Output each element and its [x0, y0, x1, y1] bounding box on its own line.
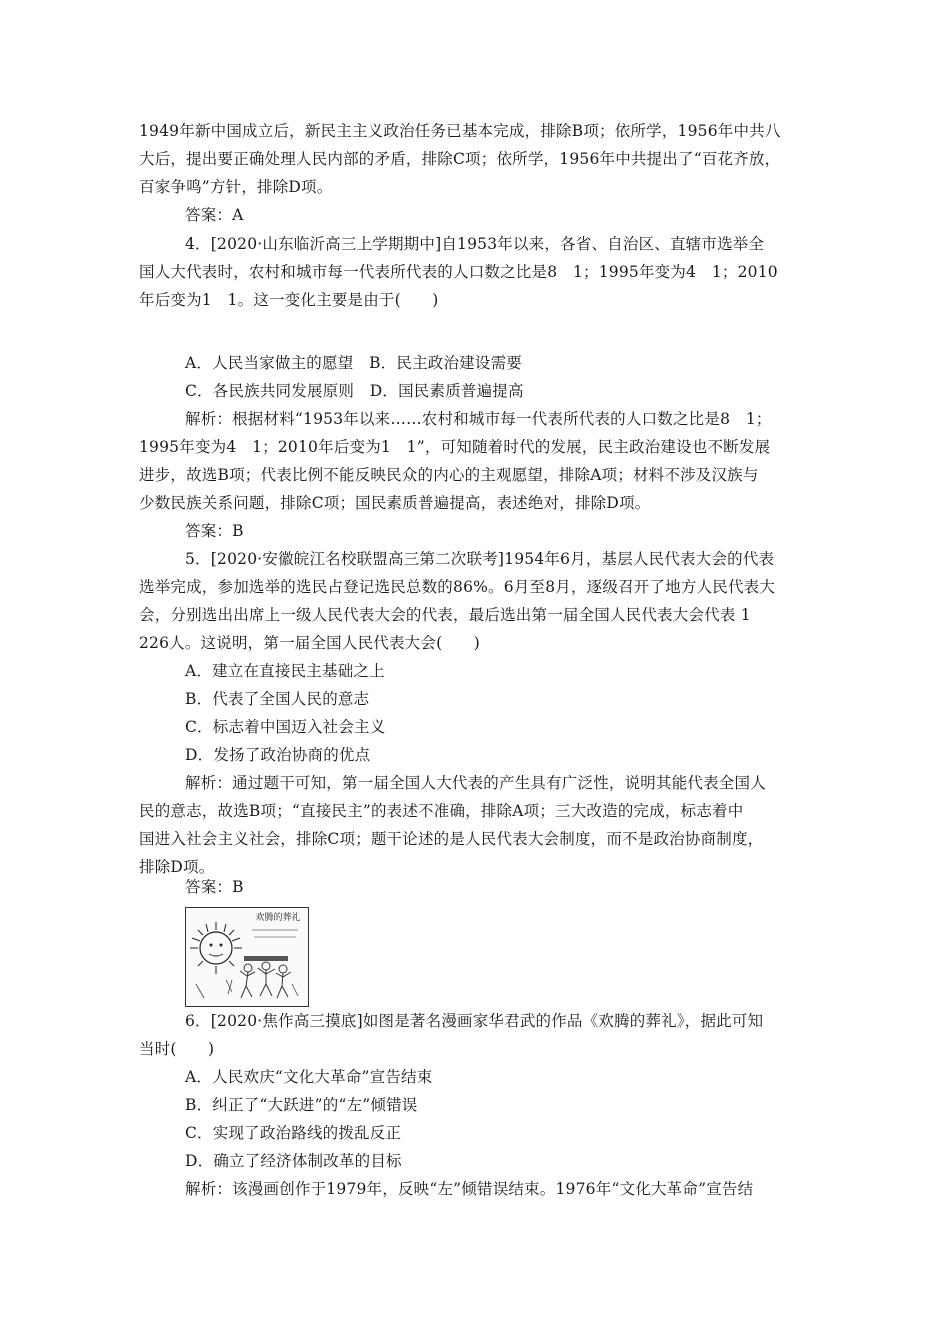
text-line: 大后，提出要正确处理人民内部的矛盾，排除C项；依所学，1956年中共提出了“百花齐放， [139, 150, 781, 168]
text-line: 百家争鸣”方针，排除D项。 [139, 178, 333, 196]
analysis-line: 解析：通过题干可知，第一届全国人大代表的产生具有广泛性，说明其能代表全国人 [185, 774, 766, 792]
option-line: A．建立在直接民主基础之上 [185, 662, 385, 680]
option-line: B．纠正了“大跃进”的“左”倾错误 [185, 1096, 418, 1114]
option-line: C．标志着中国迈入社会主义 [185, 718, 386, 736]
answer-line: 答案：A [185, 206, 244, 224]
text-line: 选举完成，参加选举的选民占登记选民总数的86%。6月至8月，逐级召开了地方人民代表大 [139, 578, 776, 596]
text-line: 年后变为1 1。这一变化主要是由于( ) [139, 291, 439, 309]
text-line: 国进入社会主义社会，排除C项；题干论述的是人民代表大会制度，而不是政治协商制度， [139, 830, 764, 848]
question-4-stem: 4．[2020·山东临沂高三上学期期中]自1953年以来，各省、自治区、直辖市选举全 [185, 235, 765, 253]
analysis-line: 解析：该漫画创作于1979年，反映“左”倾错误结束。1976年“文化大革命”宣告结 [185, 1180, 754, 1198]
text-line: 会，分别选出出席上一级人民代表大会的代表，最后选出第一届全国人民代表大会代表 1 [139, 606, 751, 624]
text-line: 1995年变为4 1；2010年后变为1 1”，可知随着时代的发展，民主政治建设也不断发展 [139, 438, 771, 456]
text-line: 国人大代表时，农村和城市每一代表所代表的人口数之比是8 1；1995年变为4 1；2010 [139, 263, 778, 281]
cartoon-image [185, 907, 309, 1007]
question-5-stem: 5．[2020·安徽皖江名校联盟高三第二次联考]1954年6月，基层人民代表大会的代表 [185, 550, 775, 568]
option-line: A．人民欢庆“文化大革命”宣告结束 [185, 1068, 433, 1086]
question-6-stem: 6．[2020·焦作高三摸底]如图是著名漫画家华君武的作品《欢腾的葬礼》，据此可知 [185, 1012, 764, 1030]
option-line: B．代表了全国人民的意志 [185, 690, 370, 708]
text-line: 1949年新中国成立后，新民主主义政治任务已基本完成，排除B项；依所学，1956年中共八 [139, 122, 781, 140]
cartoon-drawing [186, 908, 308, 1006]
option-line: A．人民当家做主的愿望 B．民主政治建设需要 [185, 354, 522, 372]
option-line: C．实现了政治路线的拨乱反正 [185, 1124, 402, 1142]
analysis-line: 解析：根据材料“1953年以来……农村和城市每一代表所代表的人口数之比是8 1； [185, 410, 772, 428]
text-line: 当时( ) [139, 1040, 215, 1058]
option-line: D．发扬了政治协商的优点 [185, 746, 371, 764]
cartoon-title: 欢腾的葬礼 [255, 913, 301, 923]
text-line: 226人。这说明，第一届全国人民代表大会( ) [139, 634, 480, 652]
text-line: 排除D项。 [139, 858, 215, 876]
text-line: 民的意志，故选B项；“直接民主”的表述不准确，排除A项；三大改造的完成，标志着中 [139, 802, 744, 820]
option-line: C．各民族共同发展原则 D．国民素质普遍提高 [185, 382, 524, 400]
text-line: 少数民族关系问题，排除C项；国民素质普遍提高，表述绝对，排除D项。 [139, 494, 651, 512]
option-line: D．确立了经济体制改革的目标 [185, 1152, 402, 1170]
answer-line: 答案：B [185, 522, 244, 540]
text-line: 进步，故选B项；代表比例不能反映民众的内心的主观愿望，排除A项；材料不涉及汉族与 [139, 466, 759, 484]
answer-line: 答案：B [185, 878, 244, 896]
